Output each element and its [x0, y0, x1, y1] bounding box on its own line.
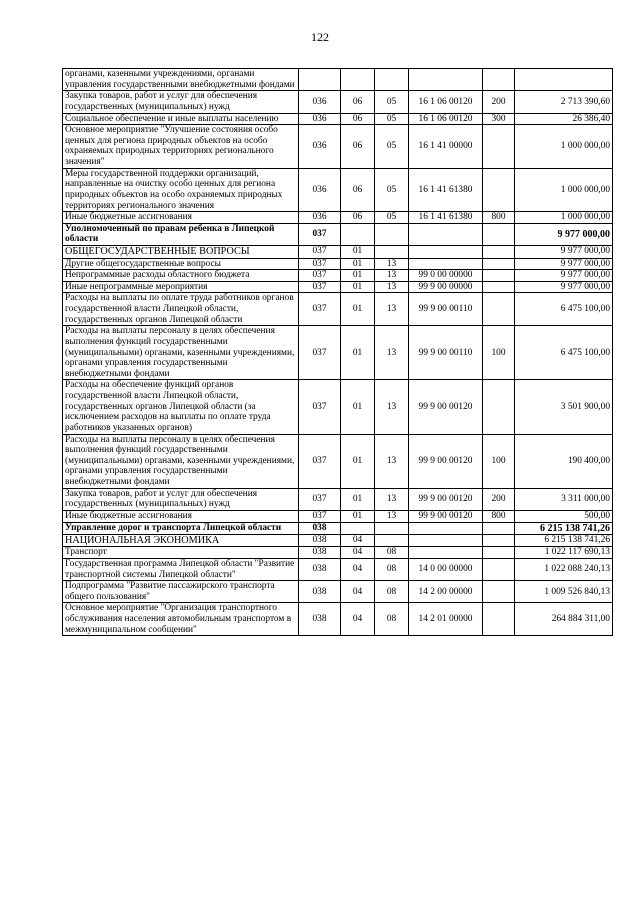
- ministry-code-cell: 037: [299, 293, 341, 326]
- section-code-cell: 04: [341, 558, 375, 580]
- target-article-cell: 14 2 00 00000: [409, 581, 483, 603]
- expense-name-cell: Уполномоченный по правам ребенка в Липецкой области: [63, 223, 299, 245]
- section-code-cell: 01: [341, 380, 375, 434]
- expense-name-cell: Иные бюджетные ассигнования: [63, 510, 299, 522]
- amount-cell: 9 977 000,00: [515, 246, 613, 259]
- table-row: [63, 293, 613, 326]
- table-row: [63, 603, 613, 636]
- section-code-cell: [341, 69, 375, 91]
- ministry-code-cell: 038: [299, 603, 341, 636]
- subsection-code-cell: 08: [375, 581, 409, 603]
- table-row: [63, 558, 613, 580]
- expense-name-cell: Закупка товаров, работ и услуг для обеспечения государственных (муниципальных) нужд: [63, 488, 299, 510]
- table-row: [63, 581, 613, 603]
- section-code-cell: 01: [341, 293, 375, 326]
- amount-cell: 1 009 526 840,13: [515, 581, 613, 603]
- target-article-cell: 16 1 41 61380: [409, 168, 483, 212]
- subsection-code-cell: 13: [375, 488, 409, 510]
- expense-type-cell: 300: [483, 113, 515, 125]
- section-code-cell: 06: [341, 113, 375, 125]
- table-body: [63, 69, 613, 636]
- table-row: [63, 69, 613, 91]
- section-code-cell: 04: [341, 534, 375, 547]
- expense-type-cell: 200: [483, 488, 515, 510]
- ministry-code-cell: 038: [299, 534, 341, 547]
- expense-type-cell: [483, 603, 515, 636]
- expense-name-cell: Подпрограмма "Развитие пассажирского транспорта общего пользования": [63, 581, 299, 603]
- ministry-code-cell: 037: [299, 434, 341, 488]
- ministry-code-cell: 038: [299, 522, 341, 534]
- section-code-cell: 04: [341, 547, 375, 559]
- table-row: [63, 270, 613, 282]
- amount-cell: [515, 69, 613, 91]
- amount-cell: 3 311 000,00: [515, 488, 613, 510]
- subsection-code-cell: [375, 223, 409, 245]
- budget-table: [62, 68, 613, 636]
- target-article-cell: [409, 534, 483, 547]
- table-row: [63, 547, 613, 559]
- expense-name-cell: Расходы на выплаты по оплате труда работников органов государственной власти Липецкой области, государственных органов Липецкой области: [63, 293, 299, 326]
- amount-cell: 26 386,40: [515, 113, 613, 125]
- expense-type-cell: [483, 380, 515, 434]
- subsection-code-cell: 13: [375, 380, 409, 434]
- table-row: [63, 510, 613, 522]
- target-article-cell: [409, 547, 483, 559]
- expense-name-cell: Непрограммные расходы областного бюджета: [63, 270, 299, 282]
- target-article-cell: 99 9 00 00120: [409, 380, 483, 434]
- ministry-code-cell: 037: [299, 258, 341, 270]
- subsection-code-cell: 13: [375, 293, 409, 326]
- section-code-cell: 01: [341, 488, 375, 510]
- target-article-cell: 99 9 00 00110: [409, 293, 483, 326]
- subsection-code-cell: 13: [375, 510, 409, 522]
- subsection-code-cell: 08: [375, 558, 409, 580]
- section-code-cell: [341, 522, 375, 534]
- table-row: [63, 258, 613, 270]
- table-row: [63, 488, 613, 510]
- table-row: [63, 534, 613, 547]
- amount-cell: 3 501 900,00: [515, 380, 613, 434]
- amount-cell: 9 977 000,00: [515, 258, 613, 270]
- ministry-code-cell: 036: [299, 91, 341, 113]
- expense-type-cell: [483, 581, 515, 603]
- amount-cell: 264 884 311,00: [515, 603, 613, 636]
- section-code-cell: 06: [341, 212, 375, 224]
- table-row: [63, 246, 613, 259]
- target-article-cell: [409, 246, 483, 259]
- target-article-cell: [409, 223, 483, 245]
- expense-type-cell: [483, 168, 515, 212]
- ministry-code-cell: 036: [299, 168, 341, 212]
- amount-cell: 9 977 000,00: [515, 223, 613, 245]
- table-row: [63, 281, 613, 293]
- ministry-code-cell: 037: [299, 270, 341, 282]
- expense-name-cell: ОБЩЕГОСУДАРСТВЕННЫЕ ВОПРОСЫ: [63, 246, 299, 259]
- amount-cell: 9 977 000,00: [515, 281, 613, 293]
- expense-name-cell: Другие общегосударственные вопросы: [63, 258, 299, 270]
- subsection-code-cell: [375, 522, 409, 534]
- table-row: [63, 113, 613, 125]
- expense-type-cell: [483, 246, 515, 259]
- amount-cell: 6 215 138 741,26: [515, 534, 613, 547]
- subsection-code-cell: 13: [375, 326, 409, 380]
- ministry-code-cell: 036: [299, 113, 341, 125]
- expense-name-cell: Иные непрограммные мероприятия: [63, 281, 299, 293]
- section-code-cell: 04: [341, 603, 375, 636]
- ministry-code-cell: 038: [299, 547, 341, 559]
- target-article-cell: 14 2 01 00000: [409, 603, 483, 636]
- target-article-cell: 99 9 00 00120: [409, 434, 483, 488]
- expense-name-cell: Закупка товаров, работ и услуг для обеспечения государственных (муниципальных) нужд: [63, 91, 299, 113]
- target-article-cell: [409, 258, 483, 270]
- subsection-code-cell: 05: [375, 168, 409, 212]
- target-article-cell: 16 1 41 00000: [409, 125, 483, 169]
- subsection-code-cell: 08: [375, 547, 409, 559]
- subsection-code-cell: [375, 246, 409, 259]
- subsection-code-cell: 08: [375, 603, 409, 636]
- expense-type-cell: [483, 69, 515, 91]
- expense-type-cell: 800: [483, 212, 515, 224]
- section-code-cell: 01: [341, 510, 375, 522]
- amount-cell: 6 475 100,00: [515, 293, 613, 326]
- amount-cell: 1 000 000,00: [515, 168, 613, 212]
- expense-name-cell: органами, казенными учреждениями, органами управления государственными внебюджетными фондами: [63, 69, 299, 91]
- amount-cell: 1 000 000,00: [515, 212, 613, 224]
- amount-cell: 6 475 100,00: [515, 326, 613, 380]
- target-article-cell: 16 1 06 00120: [409, 91, 483, 113]
- expense-name-cell: Расходы на выплаты персоналу в целях обеспечения выполнения функций государственными (муниципальными) органами, казенными учреждениями, органами управления государственными внебюджетными фондами: [63, 434, 299, 488]
- ministry-code-cell: 037: [299, 380, 341, 434]
- subsection-code-cell: 13: [375, 434, 409, 488]
- ministry-code-cell: [299, 69, 341, 91]
- expense-type-cell: [483, 522, 515, 534]
- subsection-code-cell: [375, 69, 409, 91]
- ministry-code-cell: 036: [299, 125, 341, 169]
- subsection-code-cell: 13: [375, 270, 409, 282]
- ministry-code-cell: 037: [299, 246, 341, 259]
- section-code-cell: 04: [341, 581, 375, 603]
- subsection-code-cell: 05: [375, 125, 409, 169]
- amount-cell: 1 022 088 240,13: [515, 558, 613, 580]
- expense-name-cell: Основное мероприятие "Организация транспортного обслуживания населения автомобильным транспортом в межмуниципальном сообщении": [63, 603, 299, 636]
- page-number: 122: [311, 30, 329, 44]
- section-code-cell: 01: [341, 434, 375, 488]
- expense-type-cell: [483, 270, 515, 282]
- expense-name-cell: Транспорт: [63, 547, 299, 559]
- target-article-cell: 16 1 06 00120: [409, 113, 483, 125]
- ministry-code-cell: 037: [299, 281, 341, 293]
- section-code-cell: [341, 223, 375, 245]
- amount-cell: 6 215 138 741,26: [515, 522, 613, 534]
- expense-name-cell: Государственная программа Липецкой области "Развитие транспортной системы Липецкой области": [63, 558, 299, 580]
- table-row: [63, 522, 613, 534]
- section-code-cell: 01: [341, 281, 375, 293]
- ministry-code-cell: 038: [299, 558, 341, 580]
- section-code-cell: 01: [341, 326, 375, 380]
- amount-cell: 9 977 000,00: [515, 270, 613, 282]
- table-row: [63, 434, 613, 488]
- table-row: [63, 212, 613, 224]
- target-article-cell: 99 9 00 00000: [409, 281, 483, 293]
- ministry-code-cell: 037: [299, 510, 341, 522]
- ministry-code-cell: 037: [299, 488, 341, 510]
- target-article-cell: 99 9 00 00120: [409, 510, 483, 522]
- expense-name-cell: Социальное обеспечение и иные выплаты населению: [63, 113, 299, 125]
- expense-type-cell: [483, 534, 515, 547]
- table-row: [63, 380, 613, 434]
- expense-name-cell: Меры государственной поддержки организаций, направленные на очистку особо ценных для региона природных объектов на особо охраняемых природных территориях регионального значения: [63, 168, 299, 212]
- expense-type-cell: [483, 558, 515, 580]
- target-article-cell: [409, 69, 483, 91]
- table-row: [63, 326, 613, 380]
- expense-type-cell: [483, 125, 515, 169]
- expense-type-cell: [483, 547, 515, 559]
- expense-name-cell: Расходы на выплаты персоналу в целях обеспечения выполнения функций государственными (муниципальными) органами, казенными учреждениями, органами управления государственными внебюджетными фондами: [63, 326, 299, 380]
- subsection-code-cell: 05: [375, 91, 409, 113]
- target-article-cell: 99 9 00 00120: [409, 488, 483, 510]
- section-code-cell: 01: [341, 246, 375, 259]
- ministry-code-cell: 037: [299, 326, 341, 380]
- section-code-cell: 06: [341, 125, 375, 169]
- amount-cell: 500,00: [515, 510, 613, 522]
- table-row: [63, 91, 613, 113]
- expense-name-cell: Основное мероприятие "Улучшение состояния особо ценных для региона природных объектов на особо охраняемых природных территориях регионального значения": [63, 125, 299, 169]
- target-article-cell: 16 1 41 61380: [409, 212, 483, 224]
- amount-cell: 1 000 000,00: [515, 125, 613, 169]
- table-row: [63, 125, 613, 169]
- section-code-cell: 06: [341, 91, 375, 113]
- section-code-cell: 01: [341, 258, 375, 270]
- expense-name-cell: Расходы на обеспечение функций органов государственной власти Липецкой области, государственных органов Липецкой области (за исключением расходов на выплаты по оплате труда работников указанных органов): [63, 380, 299, 434]
- expense-type-cell: [483, 293, 515, 326]
- expense-name-cell: НАЦИОНАЛЬНАЯ ЭКОНОМИКА: [63, 534, 299, 547]
- target-article-cell: [409, 522, 483, 534]
- amount-cell: 2 713 390,60: [515, 91, 613, 113]
- target-article-cell: 99 0 00 00000: [409, 270, 483, 282]
- expense-name-cell: Управление дорог и транспорта Липецкой области: [63, 522, 299, 534]
- section-code-cell: 06: [341, 168, 375, 212]
- ministry-code-cell: 038: [299, 581, 341, 603]
- section-code-cell: 01: [341, 270, 375, 282]
- amount-cell: 1 022 117 690,13: [515, 547, 613, 559]
- subsection-code-cell: 13: [375, 258, 409, 270]
- expense-type-cell: [483, 223, 515, 245]
- expense-type-cell: 200: [483, 91, 515, 113]
- expense-name-cell: Иные бюджетные ассигнования: [63, 212, 299, 224]
- ministry-code-cell: 037: [299, 223, 341, 245]
- expense-type-cell: 800: [483, 510, 515, 522]
- subsection-code-cell: 13: [375, 281, 409, 293]
- table-row: [63, 168, 613, 212]
- expense-type-cell: 100: [483, 326, 515, 380]
- expense-type-cell: [483, 281, 515, 293]
- subsection-code-cell: 05: [375, 212, 409, 224]
- target-article-cell: 14 0 00 00000: [409, 558, 483, 580]
- target-article-cell: 99 9 00 00110: [409, 326, 483, 380]
- expense-type-cell: 100: [483, 434, 515, 488]
- table-row: [63, 223, 613, 245]
- expense-type-cell: [483, 258, 515, 270]
- amount-cell: 190 400,00: [515, 434, 613, 488]
- ministry-code-cell: 036: [299, 212, 341, 224]
- subsection-code-cell: 05: [375, 113, 409, 125]
- subsection-code-cell: [375, 534, 409, 547]
